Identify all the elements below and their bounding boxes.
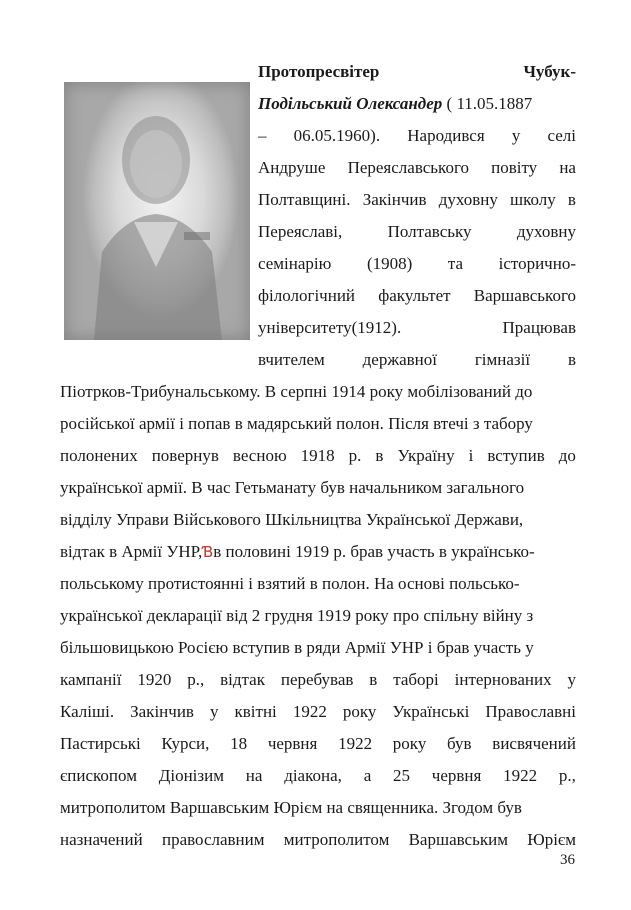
text-line-24: назначений православним митрополитом Варшавським Юрієм (60, 830, 576, 849)
handwritten-pen-mark: Ɓ (202, 543, 214, 561)
heading-title: Протопресвітер (258, 62, 380, 81)
heading-line-2 (258, 94, 576, 114)
text-line-22: єпископом Діонізим на діакона, а 25 червня 1922 р., (60, 766, 576, 785)
heading-name-part2: Подільський Олександер (258, 94, 443, 113)
text-line-18: більшовицькою Росією вступив в ряди Армії УНР і брав участь у (60, 638, 534, 657)
text-line-21: Пастирські Курси, 18 червня 1922 року був висвячений (60, 734, 576, 753)
text-line-7: філологічний факультет Варшавського (258, 286, 576, 305)
text-line-12: полонених повернув весною 1918 р. в Україну і вступив до (60, 446, 576, 465)
text-line-19: кампанії 1920 р., відтак перебував в таборі інтернованих у (60, 670, 576, 689)
text-line-4: Полтавщині. Закінчив духовну школу в (258, 190, 576, 209)
text-line-3: Андруше Переяславського повіту на (258, 158, 576, 177)
text-line-5: Переяславі, Полтавську духовну (258, 222, 576, 241)
text-line-23: митрополитом Варшавським Юрієм на священника. Згодом був (60, 798, 522, 817)
text-line-17: української декларації від 2 грудня 1919 року про спільну війну з (60, 606, 534, 625)
text-line-11: російської армії і попав в мадярський полон. Після втечі з табору (60, 414, 533, 433)
heading-name-part1: Чубук- (523, 62, 576, 81)
text-line-8: університету(1912). Працював (258, 318, 576, 337)
text-line-6: семінарію (1908) та історично- (258, 254, 576, 273)
page-number: 36 (560, 852, 575, 868)
portrait-silhouette (64, 82, 250, 340)
text-line-10: Піотрков-Трибунальському. В серпні 1914 року мобілізований до (60, 382, 533, 401)
text-line-13: української армії. В час Гетьманату був начальником загального (60, 478, 525, 497)
heading-line-1 (258, 62, 576, 82)
text-line-9: вчителем державної гімназії в (258, 350, 576, 369)
portrait-photo (64, 82, 250, 340)
text-line-14: відділу Управи Військового Шкільництва Української Держави, (60, 510, 524, 529)
text-line-2: – 06.05.1960). Народився у селі (258, 126, 576, 145)
text-line-16: польському протистоянні і взятий в полон. На основі польсько- (60, 574, 520, 593)
text-line-15: відтак в Армії УНР,Ɓв половині 1919 р. брав участь в українсько- (60, 542, 535, 561)
text-line-20: Каліші. Закінчив у квітні 1922 року Українські Православні (60, 702, 576, 721)
birth-date: ( 11.05.1887 (446, 94, 533, 113)
